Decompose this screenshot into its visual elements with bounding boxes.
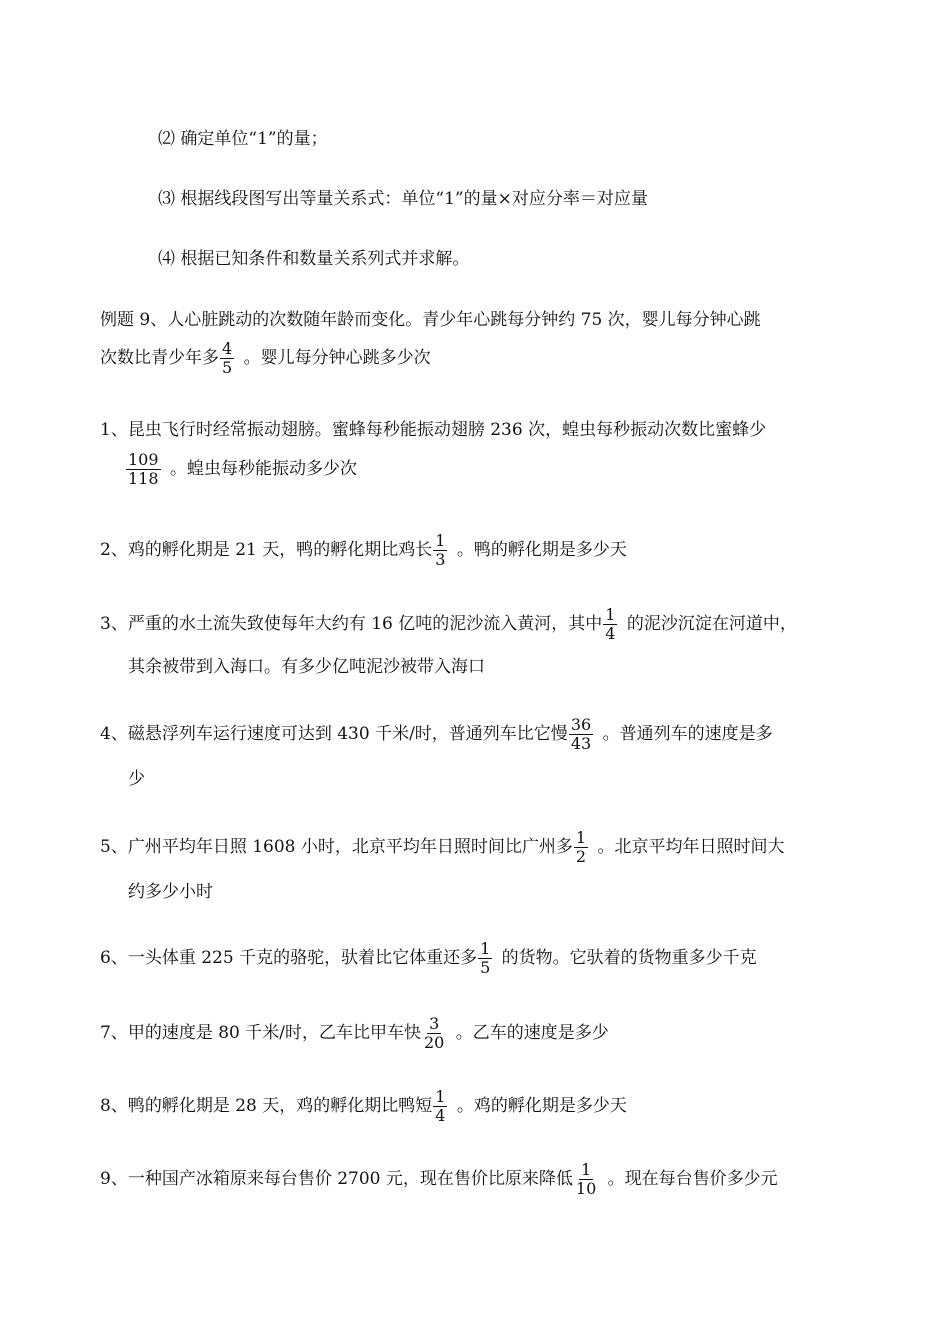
example-line-1: 例题 9、人心脏跳动的次数随年龄而变化。青少年心跳每分钟约 75 次，婴儿每分钟心跳 — [100, 310, 761, 330]
fraction-numerator: 1 — [580, 1160, 592, 1179]
fraction-denominator: 43 — [570, 734, 592, 753]
step-4: ⑷ 根据已知条件和数量关系列式并求解。 — [158, 249, 470, 269]
problem-text-post: 。鸡的孵化期是多少天 — [451, 1096, 627, 1116]
example-text-post: 。婴儿每分钟心跳多少次 — [238, 348, 431, 368]
problem-1-line-1: 1、昆虫飞行时经常振动翅膀。蜜蜂每秒能振动翅膀 236 次，蝗虫每秒振动次数比蜜蜂少 — [100, 420, 767, 440]
problem-5 — [100, 829, 784, 866]
problem-fraction — [574, 829, 588, 866]
problem-1-fraction — [126, 451, 161, 488]
problem-8 — [100, 1088, 627, 1125]
problem-7 — [100, 1015, 609, 1052]
problem-text-pre: 4、磁悬浮列车运行速度可达到 430 千米/时，普通列车比它慢 — [100, 724, 568, 744]
fraction-numerator: 4 — [222, 339, 233, 358]
problem-fraction — [422, 1015, 446, 1052]
problem-fraction — [433, 1088, 447, 1125]
problem-9 — [100, 1161, 778, 1198]
problem-3-continuation: 其余被带到入海口。有多少亿吨泥沙被带入海口 — [128, 657, 485, 677]
fraction-denominator: 3 — [435, 550, 446, 569]
example-fraction — [220, 340, 234, 377]
problem-text-pre: 2、鸡的孵化期是 21 天，鸭的孵化期比鸡长 — [100, 540, 433, 560]
problem-5-continuation: 约多少小时 — [128, 882, 213, 902]
fraction-denominator: 118 — [128, 469, 159, 488]
fraction-denominator: 2 — [575, 847, 587, 866]
fraction-denominator: 20 — [423, 1033, 445, 1052]
problem-2 — [100, 532, 627, 569]
fraction-denominator: 4 — [435, 1106, 446, 1125]
problem-text-post: 的泥沙沉淀在河道中， — [621, 614, 797, 634]
problem-6 — [100, 940, 757, 977]
problem-fraction — [478, 940, 492, 977]
problem-4 — [100, 716, 773, 753]
fraction-denominator: 5 — [480, 958, 491, 977]
step-3: ⑶ 根据线段图写出等量关系式：单位“1”的量×对应分率＝对应量 — [158, 189, 648, 209]
fraction-numerator: 1 — [575, 828, 587, 847]
problem-fraction — [433, 532, 447, 569]
problem-fraction — [569, 716, 593, 753]
problem-text-pre: 3、严重的水土流失致使每年大约有 16 亿吨的泥沙流入黄河，其中 — [100, 614, 603, 634]
problem-text-post: 。乙车的速度是多少 — [450, 1023, 609, 1043]
problem-text-pre: 6、一头体重 225 千克的骆驼，驮着比它体重还多 — [100, 948, 478, 968]
problem-text-post: 。北京平均年日照时间大 — [592, 837, 785, 857]
problem-text-pre: 7、甲的速度是 80 千米/时，乙车比甲车快 — [100, 1023, 421, 1043]
fraction-numerator: 1 — [480, 939, 491, 958]
example-line-2 — [100, 340, 431, 377]
fraction-denominator: 4 — [605, 624, 616, 643]
problem-text-pre: 9、一种国产冰箱原来每台售价 2700 元，现在售价比原来降低 — [100, 1169, 573, 1189]
fraction-numerator: 109 — [128, 450, 159, 469]
problem-text-post: 的货物。它驮着的货物重多少千克 — [496, 948, 757, 968]
problem-4-continuation: 少 — [128, 769, 145, 789]
problem-text-post: 。普通列车的速度是多 — [597, 724, 773, 744]
problem-text-pre: 8、鸭的孵化期是 28 天，鸡的孵化期比鸭短 — [100, 1096, 433, 1116]
example-text-pre: 次数比青少年多 — [100, 348, 219, 368]
step-2: ⑵ 确定单位“1”的量； — [158, 129, 328, 149]
fraction-numerator: 1 — [435, 1087, 446, 1106]
problem-text-pre: 5、广州平均年日照 1608 小时，北京平均年日照时间比广州多 — [100, 837, 573, 857]
fraction-numerator: 3 — [429, 1014, 440, 1033]
problem-1-line-2 — [126, 451, 357, 488]
problem-fraction — [574, 1161, 598, 1198]
problem-fraction — [603, 606, 617, 643]
fraction-numerator: 36 — [570, 715, 592, 734]
problem-text-post: 。鸭的孵化期是多少天 — [451, 540, 627, 560]
problem-1-text-post: 。蝗虫每秒能振动多少次 — [164, 459, 357, 479]
problem-3 — [100, 606, 797, 643]
problem-text-post: 。现在每台售价多少元 — [602, 1169, 778, 1189]
fraction-numerator: 1 — [605, 605, 616, 624]
fraction-denominator: 10 — [575, 1179, 597, 1198]
fraction-denominator: 5 — [222, 358, 233, 377]
fraction-numerator: 1 — [435, 531, 446, 550]
